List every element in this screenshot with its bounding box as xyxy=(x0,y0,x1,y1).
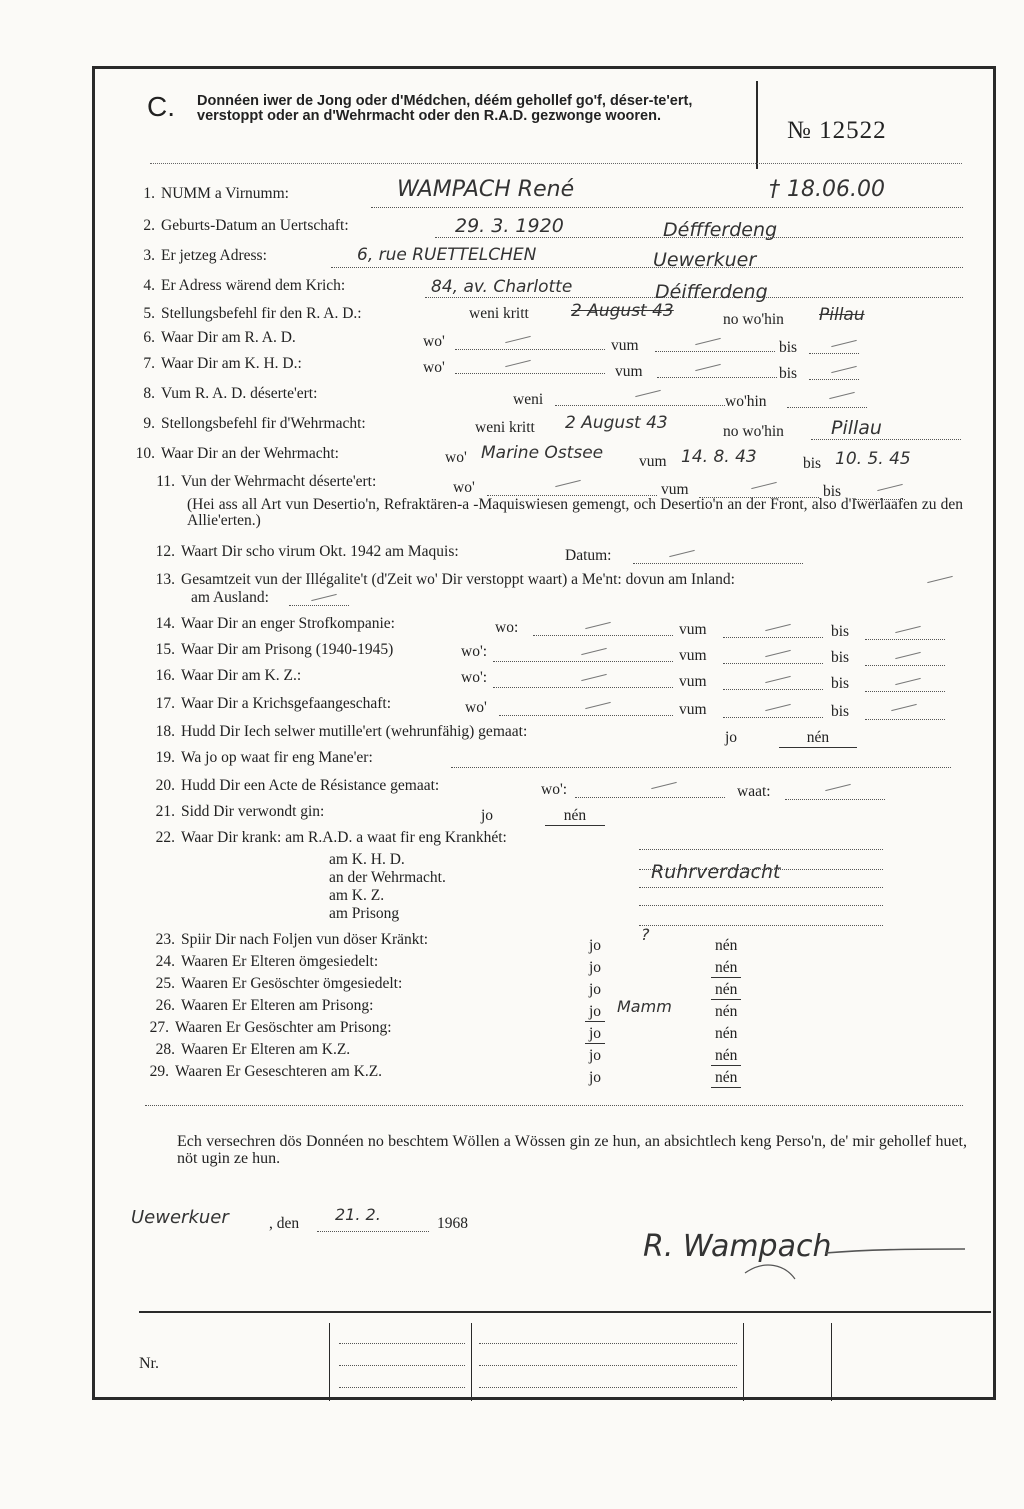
row-26: 26. Waaren Er Elteren am Prisong: xyxy=(155,997,374,1014)
current-address: 6, rue RUETTELCHEN xyxy=(357,245,537,265)
section-letter: C. xyxy=(147,91,175,122)
declaration: Ech versechren dös Donnéen no beschtem Wöllen a Wössen gin ze hun, an absichtlech keng Perso'n, de' mir gehollef huet, nöt ugin ze hun. xyxy=(177,1133,967,1167)
birth-place: Déffferdeng xyxy=(663,219,778,241)
sign-date: 21. 2. xyxy=(335,1205,381,1224)
footer-nr-label: Nr. xyxy=(139,1355,159,1372)
row-20: 20. Hudd Dir een Acte de Résistance gemaat: xyxy=(155,777,440,794)
wehrmacht-order-date: 2 August 43 xyxy=(565,413,668,433)
row-17: 17. Waar Dir a Krichsgefaangeschaft: xyxy=(155,695,392,712)
wehrmacht-from: 14. 8. 43 xyxy=(681,447,757,467)
row-12: 12. Waart Dir scho virum Okt. 1942 am Maquis: xyxy=(155,543,459,560)
row-23: 23. Spiir Dir nach Foljen vun döser Kränkt: xyxy=(155,931,429,948)
form-page: C. Donnéen iwer de Jong oder d'Médchen, déém gehollef go'f, déser-te'ert, verstoppt oder an d'Wehrmacht oder den R.A.D. gezwonge wooren. № 12522 1. NUMM a Virnumm: WAMPACH René † 18.06.00 2. Geburts-Datum an Uertschaft: 29. 3. 1920 Déffferdeng 3. Er jetzeg Adress: 6, rue RUETTELCHEN Uewerkuer 4. Er Adress wärend dem Krich: 84, av. Charlotte Déifferdeng 5. Stellungsbefehl fir den R. A. D.: weni kritt 2 August 43 no wo'hin Pillau 6. Waar Dir am R. A. D. wo' vum bis 7. Waar Dir am K. H. D.: wo' vum bis 8. Vum R. A. D. déserte'ert: weni wo'hin 9. Stellongsbefehl fir d'Wehrmacht: weni kritt 2 August 43 no wo'hin Pillau 10. Waar Dir an der Wehrmacht: wo' Marine Ostsee vum 14. 8. 43 bis 10. 5. 45 11. Vun der Wehrmacht déserte'ert: wo' vum bis (Hei ass all Art vun Desertio'n, Refraktären-a -Maquiswiesen gemengt, och Desertio'n an der Front, also d'Iwerlaafen zu den Allie'erten.) 12. Waart Dir scho virum Okt. 1942 am Maquis: Datum: 13. Gesamtzeit vun der Illégalite't (d'Zeit wo' Dir verstoppt waart) a Me'nt: dovun am Inland: am Ausland: 14. Waar Dir an enger Strofkompanie: wo: vum bis 15. Waar Dir am Prisong (1940-1945) wo': vum bis 16. Waar Dir am K. Z.: wo': vum bis 17. Waar Dir a Krichsgefaangeschaft: wo' vum bis 18. Hudd Dir Iech selwer mutille'ert (wehrunfähig) gemaat: jo nén 19. Wa jo op waat fir eng Mane'er: 20. Hudd Dir een Acte de Résistance gemaat: wo': waat: 21. Sidd Dir verwondt gin: jo nén 22. Waar Dir krank: am R.A.D. a waat fir eng Krankhét: am K. H. D. an der Wehrmacht. Ruhrverdacht am K. Z. am Prisong 23. Spiir Dir nach Foljen vun döser Kränkt: jo ? nén 24. Waaren Er Elteren ömgesiedelt: jo nén 25. Waaren Er Gesöschter ömgesiedelt: jo nén 26. Waaren Er Elteren am Prisong: jo Mamm nén 27. Waaren Er Gesöschter am Prisong: jo nén 28. Waaren Er Elteren am K.Z. jo nén 29. Waaren Er Geseschteren am K.Z. jo nén Ech versechren dös Donnéen no beschtem Wöllen a Wössen gin ze hun, an absichtlech keng Perso'n, de' mir gehollef huet, nöt ugin ze hun. Uewerkuer , den 21. 2. 1968 R. Wampach Nr. xyxy=(92,66,996,1400)
header-description: Donnéen iwer de Jong oder d'Médchen, déém gehollef go'f, déser-te'ert, verstoppt oder an d'Wehrmacht oder den R.A.D. gezwonge wooren. xyxy=(197,93,693,124)
current-town: Uewerkuer xyxy=(653,249,757,271)
row-10: 10. Waar Dir an der Wehrmacht: xyxy=(135,445,339,462)
rad-order-date: 2 August 43 xyxy=(571,301,674,321)
row-24: 24. Waaren Er Elteren ömgesiedelt: xyxy=(155,953,379,970)
answer-nen: nén xyxy=(711,981,741,1000)
name-value: WAMPACH René xyxy=(397,177,575,202)
form-number: № 12522 xyxy=(787,117,887,144)
row-21: 21. Sidd Dir verwondt gin: xyxy=(155,803,325,820)
answer-nen: nén xyxy=(779,729,857,748)
row-27: 27. Waaren Er Gesöschter am Prisong: xyxy=(149,1019,392,1036)
row-9: 9. Stellongsbefehl fir d'Wehrmacht: xyxy=(143,415,366,432)
row-11: 11. Vun der Wehrmacht déserte'ert: xyxy=(156,473,377,490)
death-date: † 18.06.00 xyxy=(769,177,885,202)
answer-nen: nén xyxy=(545,807,605,826)
row-2: 2. Geburts-Datum an Uertschaft: xyxy=(143,217,349,234)
war-town: Déifferdeng xyxy=(655,281,768,303)
row-4: 4. Er Adress wärend dem Krich: xyxy=(143,277,346,294)
wehrmacht-to: 10. 5. 45 xyxy=(835,449,911,469)
row-label: NUMM a Virnumm: xyxy=(161,185,289,202)
answer-nen: nén xyxy=(711,1047,741,1066)
row-28: 28. Waaren Er Elteren am K.Z. xyxy=(155,1041,351,1058)
answer-jo: jo xyxy=(585,1003,605,1022)
row-18: 18. Hudd Dir Iech selwer mutille'ert (wehrunfähig) gemaat: xyxy=(155,723,528,740)
sign-year: 1968 xyxy=(437,1215,468,1232)
answer-jo: jo xyxy=(585,1025,605,1044)
footer-table xyxy=(139,1323,991,1401)
war-address: 84, av. Charlotte xyxy=(431,277,573,297)
row-3: 3. Er jetzeg Adress: xyxy=(143,247,267,264)
footer-rule xyxy=(139,1311,991,1313)
row-8: 8. Vum R. A. D. déserte'ert: xyxy=(143,385,318,402)
row-1: 1. NUMM a Virnumm: xyxy=(143,185,289,202)
row-7: 7. Waar Dir am K. H. D.: xyxy=(143,355,302,372)
header-rule xyxy=(150,163,962,164)
signature-flourish xyxy=(635,1209,975,1299)
answer-nen: nén xyxy=(711,1069,741,1088)
answer-nen: nén xyxy=(711,959,741,978)
row-16: 16. Waar Dir am K. Z.: xyxy=(155,667,302,684)
row-14: 14. Waar Dir an enger Strofkompanie: xyxy=(155,615,395,632)
rad-destination: Pillau xyxy=(819,305,865,325)
place-city: Uewerkuer xyxy=(131,1207,229,1228)
row-13: 13. Gesamtzeit vun der Illégalite't (d'Zeit wo' Dir verstoppt waart) a Me'nt: dovun am Inland: xyxy=(155,571,735,588)
row-15: 15. Waar Dir am Prisong (1940-1945) xyxy=(155,641,394,658)
desertion-note: (Hei ass all Art vun Desertio'n, Refraktären-a -Maquiswiesen gemengt, och Desertio'n an der Front, also d'Iwerlaafen zu den Allie'erten.) xyxy=(187,496,963,529)
parent-note: Mamm xyxy=(617,997,672,1016)
row-5: 5. Stellungsbefehl fir den R. A. D.: xyxy=(143,305,362,322)
row-6: 6. Waar Dir am R. A. D. xyxy=(143,329,296,346)
signature: R. Wampach xyxy=(643,1229,832,1264)
header-divider xyxy=(756,81,758,169)
section-rule xyxy=(145,1105,963,1106)
form-header xyxy=(95,69,993,169)
row-19: 19. Wa jo op waat fir eng Mane'er: xyxy=(155,749,373,766)
illness-value: Ruhrverdacht xyxy=(651,861,781,883)
row-22: 22. Waar Dir krank: am R.A.D. a waat fir eng Krankhét: xyxy=(155,829,507,846)
row-25: 25. Waaren Er Gesöschter ömgesiedelt: xyxy=(155,975,403,992)
birth-date: 29. 3. 1920 xyxy=(455,215,564,237)
row-29: 29. Waaren Er Geseschteren am K.Z. xyxy=(149,1063,383,1080)
wehrmacht-unit: Marine Ostsee xyxy=(481,443,604,463)
wehrmacht-destination: Pillau xyxy=(831,417,882,439)
